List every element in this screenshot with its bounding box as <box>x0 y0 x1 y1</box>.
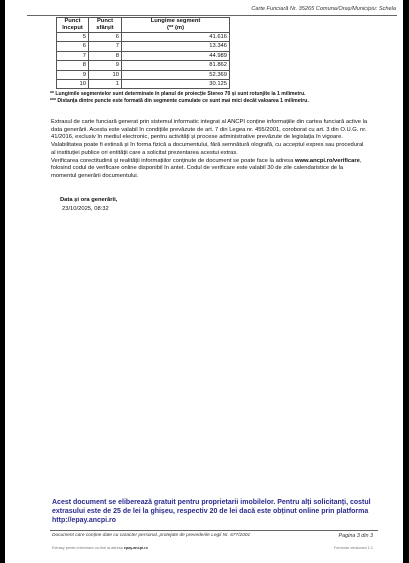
verification-link[interactable]: www.ancpi.ro/verificare <box>294 157 360 164</box>
footer-online-info <box>52 546 148 550</box>
cell-to: 7 <box>89 42 122 51</box>
generation-date-value: 23/10/2025, 08:32 <box>62 206 109 212</box>
footer-epay-link[interactable]: epay.ancpi.ro <box>123 546 148 550</box>
cell-length: 52.369 <box>122 70 230 79</box>
generation-date-label: Data și ora generării, <box>60 197 118 203</box>
cell-length: 81.862 <box>122 61 230 70</box>
header-point-end-line1: Punct <box>96 18 114 24</box>
footer-privacy-note: Document care conține date cu caracter personal, protejate de prevederile Legii Nr. 677/2001 <box>52 533 251 538</box>
header-divider <box>27 15 397 16</box>
header-point-start <box>57 18 89 33</box>
header-point-start-line1: Punct <box>64 18 81 24</box>
page-number: Pagina 3 din 3 <box>338 533 373 539</box>
document-page <box>5 0 403 563</box>
note-point-distance: *** Distanța dintre puncte este formată din segmente cumulate ce sunt mai mici decât valoarea 1 milimetru. <box>50 98 309 104</box>
header-segment-length-line1: Lungime segment <box>150 18 201 24</box>
table-row <box>57 80 230 89</box>
cell-from: 6 <box>57 42 89 51</box>
cell-to: 8 <box>89 51 122 60</box>
header-point-end <box>89 18 122 33</box>
verification-text-suffix: , folosind codul de verificare online disponibil în antet. Codul de verificare este valabil 30 de zile calendaristice de la momentul generării documentului. <box>51 157 362 179</box>
cell-length: 30.125 <box>122 80 230 89</box>
cell-length: 41.616 <box>122 33 230 42</box>
footer-online-text: Extrasy pentru informare on-line la adresa <box>52 546 123 550</box>
cell-from: 7 <box>57 51 89 60</box>
header-point-start-line2: început <box>62 25 83 31</box>
header-segment-length <box>122 18 230 33</box>
form-version: Formular versiunea 1.1 <box>333 546 373 550</box>
footer-divider <box>50 530 378 531</box>
cell-from: 8 <box>57 61 89 70</box>
cell-length: 13.346 <box>122 42 230 51</box>
header-point-end-line2: sfârșit <box>96 25 114 31</box>
cell-from: 9 <box>57 70 89 79</box>
table-row <box>57 70 230 79</box>
cell-to: 10 <box>89 70 122 79</box>
table-header-row <box>57 18 230 33</box>
cell-length: 44.989 <box>122 51 230 60</box>
cell-from: 5 <box>57 33 89 42</box>
table-row <box>57 51 230 60</box>
cell-to: 1 <box>89 80 122 89</box>
table-row <box>57 61 230 70</box>
pricing-notice: Acest document se eliberează gratuit pentru proprietarii imobilelor. Pentru alți solicitanți, costul extrasului este de 25 de lei la ghișeu, respectiv 20 de lei dacă este obținut online prin platforma http://epay.ancpi.ro <box>52 499 371 525</box>
verification-paragraph <box>51 158 369 181</box>
cell-to: 6 <box>89 33 122 42</box>
header-segment-length-line2: (** (m) <box>166 25 185 31</box>
cell-from: 10 <box>57 80 89 89</box>
verification-text-prefix: Verificarea corectitudinii și realității informațiilor conținute de document se poate face la adresa <box>51 157 294 164</box>
segments-table <box>56 17 230 89</box>
table-row <box>57 33 230 42</box>
note-segment-lengths: ** Lungimile segmentelor sunt determinate în planul de proiecție Stereo 70 și sunt rotunjite la 1 milimetru. <box>50 91 306 97</box>
validity-paragraph: Extrasul de carte funciară generat prin sistemul informatic integrat al ANCPI conține informațiile din cartea funciară active la data generării. Acesta este valabil în condițiile prevăzute de art. 7 din Legea nr. 455/2001, coroborat cu art. 3 din O.U.G. nr. 41/2016, exclusiv în mediul electronic, pentru activități și procese administrative prevăzute de legislația în vigoare. Valabilitatea poate fi extinsă și în forma fizică a documentului, fără semnătură olografă, cu acceptul expres sau procedural al instituției publice ori entității care a solicitat prezentarea acestui extras. <box>51 119 368 156</box>
extract-disclaimer <box>51 119 369 181</box>
cell-to: 9 <box>89 61 122 70</box>
table-row <box>57 42 230 51</box>
header-title: Carte Funciară Nr. 35265 Comuna/Oraș/Municipiu: Schela <box>251 6 396 12</box>
